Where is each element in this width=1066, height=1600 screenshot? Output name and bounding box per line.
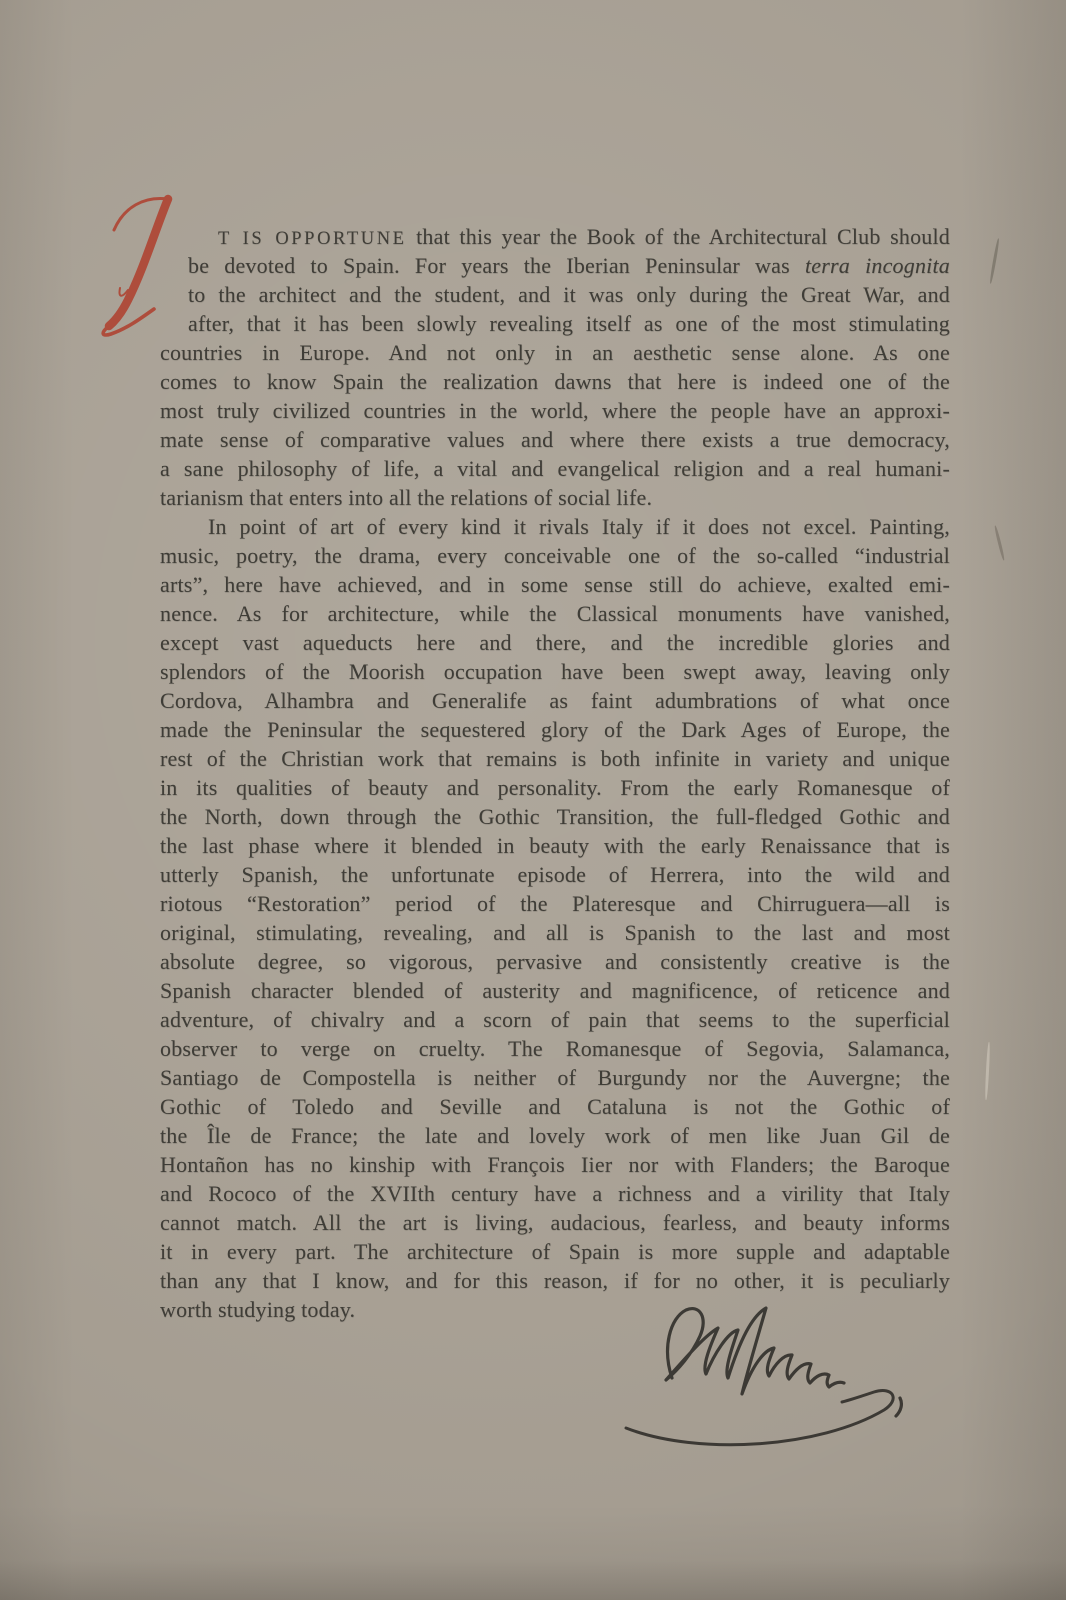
text-segment: In point of art of every kind it rivals Italy if it does not excel. Painting,	[208, 514, 950, 539]
text-segment: worth studying today.	[160, 1297, 356, 1322]
text-segment: made the Peninsular the sequestered glory of the Dark Ages of Europe, the	[160, 717, 950, 742]
text-segment: comes to know Spain the realization dawns that here is indeed one of the	[160, 369, 950, 394]
text-segment: Spanish character blended of austerity and magnificence, of reticence and	[160, 978, 950, 1003]
text-line	[160, 396, 950, 425]
text-segment: original, stimulating, revealing, and all is Spanish to the last and most	[160, 920, 950, 945]
text-segment: that this year the Book of the Architectural Club should	[406, 224, 950, 249]
text-line	[160, 454, 950, 483]
text-segment: countries in Europe. And not only in an aesthetic sense alone. As one	[160, 340, 950, 365]
text-line	[160, 1237, 950, 1266]
text-segment: a sane philosophy of life, a vital and evangelical religion and a real humani-	[160, 456, 950, 481]
text-segment: absolute degree, so vigorous, pervasive and consistently creative is the	[160, 949, 950, 974]
signature-icon	[612, 1292, 924, 1460]
text-line	[160, 280, 950, 309]
text-line	[160, 541, 950, 570]
text-line	[160, 483, 950, 512]
text-line	[160, 338, 950, 367]
text-segment: most truly civilized countries in the world, where the people have an approxi-	[160, 398, 950, 423]
text-line	[160, 947, 950, 976]
text-line	[160, 1179, 950, 1208]
text-segment: riotous “Restoration” period of the Plateresque and Chirruguera—all is	[160, 891, 950, 916]
text-line	[160, 1092, 950, 1121]
text-segment: the last phase where it blended in beauty with the early Renaissance that is	[160, 833, 950, 858]
text-segment: cannot match. All the art is living, audacious, fearless, and beauty informs	[160, 1210, 950, 1235]
text-segment: except vast aqueducts here and there, and the incredible glories and	[160, 630, 950, 655]
text-line	[160, 1208, 950, 1237]
text-line	[160, 657, 950, 686]
text-line	[160, 599, 950, 628]
text-line	[160, 889, 950, 918]
text-segment: observer to verge on cruelty. The Romanesque of Segovia, Salamanca,	[160, 1036, 950, 1061]
text-segment: to the architect and the student, and it was only during the Great War, and	[188, 282, 950, 307]
paper-scratch-mark	[994, 525, 1006, 561]
text-line	[160, 628, 950, 657]
text-line	[160, 222, 950, 251]
text-segment: Santiago de Compostella is neither of Burgundy nor the Auvergne; the	[160, 1065, 950, 1090]
text-segment: be devoted to Spain. For years the Iberian Peninsular was	[188, 253, 805, 278]
text-segment: tarianism that enters into all the relations of social life.	[160, 485, 653, 510]
text-segment: utterly Spanish, the unfortunate episode of Herrera, into the wild and	[160, 862, 950, 887]
text-segment: than any that I know, and for this reason, if for no other, it is peculiarly	[160, 1268, 950, 1293]
text-segment: splendors of the Moorish occupation have been swept away, leaving only	[160, 659, 950, 684]
text-segment: arts”, here have achieved, and in some sense still do achieve, exalted emi-	[160, 572, 950, 597]
text-line	[160, 309, 950, 338]
text-segment: nence. As for architecture, while the Classical monuments have vanished,	[160, 601, 950, 626]
text-segment: after, that it has been slowly revealing itself as one of the most stimulating	[188, 311, 950, 336]
text-line	[160, 773, 950, 802]
text-line	[160, 860, 950, 889]
text-segment: in its qualities of beauty and personality. From the early Romanesque of	[160, 775, 950, 800]
text-line	[160, 1121, 950, 1150]
text-line	[160, 976, 950, 1005]
paper-scratch-mark	[989, 238, 1000, 284]
text-segment: the Île de France; the late and lovely work of men like Juan Gil de	[160, 1123, 950, 1148]
text-segment: Cordova, Alhambra and Generalife as faint adumbrations of what once	[160, 688, 950, 713]
text-line	[160, 1063, 950, 1092]
text-line	[160, 512, 950, 541]
text-segment: mate sense of comparative values and where there exists a true democracy,	[160, 427, 950, 452]
text-line	[160, 1034, 950, 1063]
text-line	[160, 570, 950, 599]
text-segment: Hontañon has no kinship with François Iier nor with Flanders; the Baroque	[160, 1152, 950, 1177]
text-line	[160, 744, 950, 773]
text-line	[160, 1005, 950, 1034]
text-line	[160, 686, 950, 715]
text-line	[160, 251, 950, 280]
text-segment: adventure, of chivalry and a scorn of pain that seems to the superficial	[160, 1007, 950, 1032]
text-block	[160, 222, 950, 1324]
paper-scratch-mark	[984, 1042, 990, 1100]
text-line	[160, 425, 950, 454]
text-segment: the North, down through the Gothic Transition, the full-fledged Gothic and	[160, 804, 950, 829]
text-line	[160, 367, 950, 396]
text-line	[160, 918, 950, 947]
text-segment: and Rococo of the XVIIth century have a richness and a virility that Italy	[160, 1181, 950, 1206]
text-line	[160, 715, 950, 744]
text-segment: music, poetry, the drama, every conceivable one of the so-called “industrial	[160, 543, 950, 568]
text-segment: Gothic of Toledo and Seville and Cataluna is not the Gothic of	[160, 1094, 950, 1119]
text-line	[160, 1266, 950, 1295]
text-segment: it in every part. The architecture of Spain is more supple and adaptable	[160, 1239, 950, 1264]
text-line	[160, 802, 950, 831]
text-segment: rest of the Christian work that remains is both infinite in variety and unique	[160, 746, 950, 771]
text-line	[160, 831, 950, 860]
text-line	[160, 1150, 950, 1179]
text-segment: T IS OPPORTUNE	[218, 229, 407, 249]
text-segment: terra incognita	[804, 253, 950, 278]
